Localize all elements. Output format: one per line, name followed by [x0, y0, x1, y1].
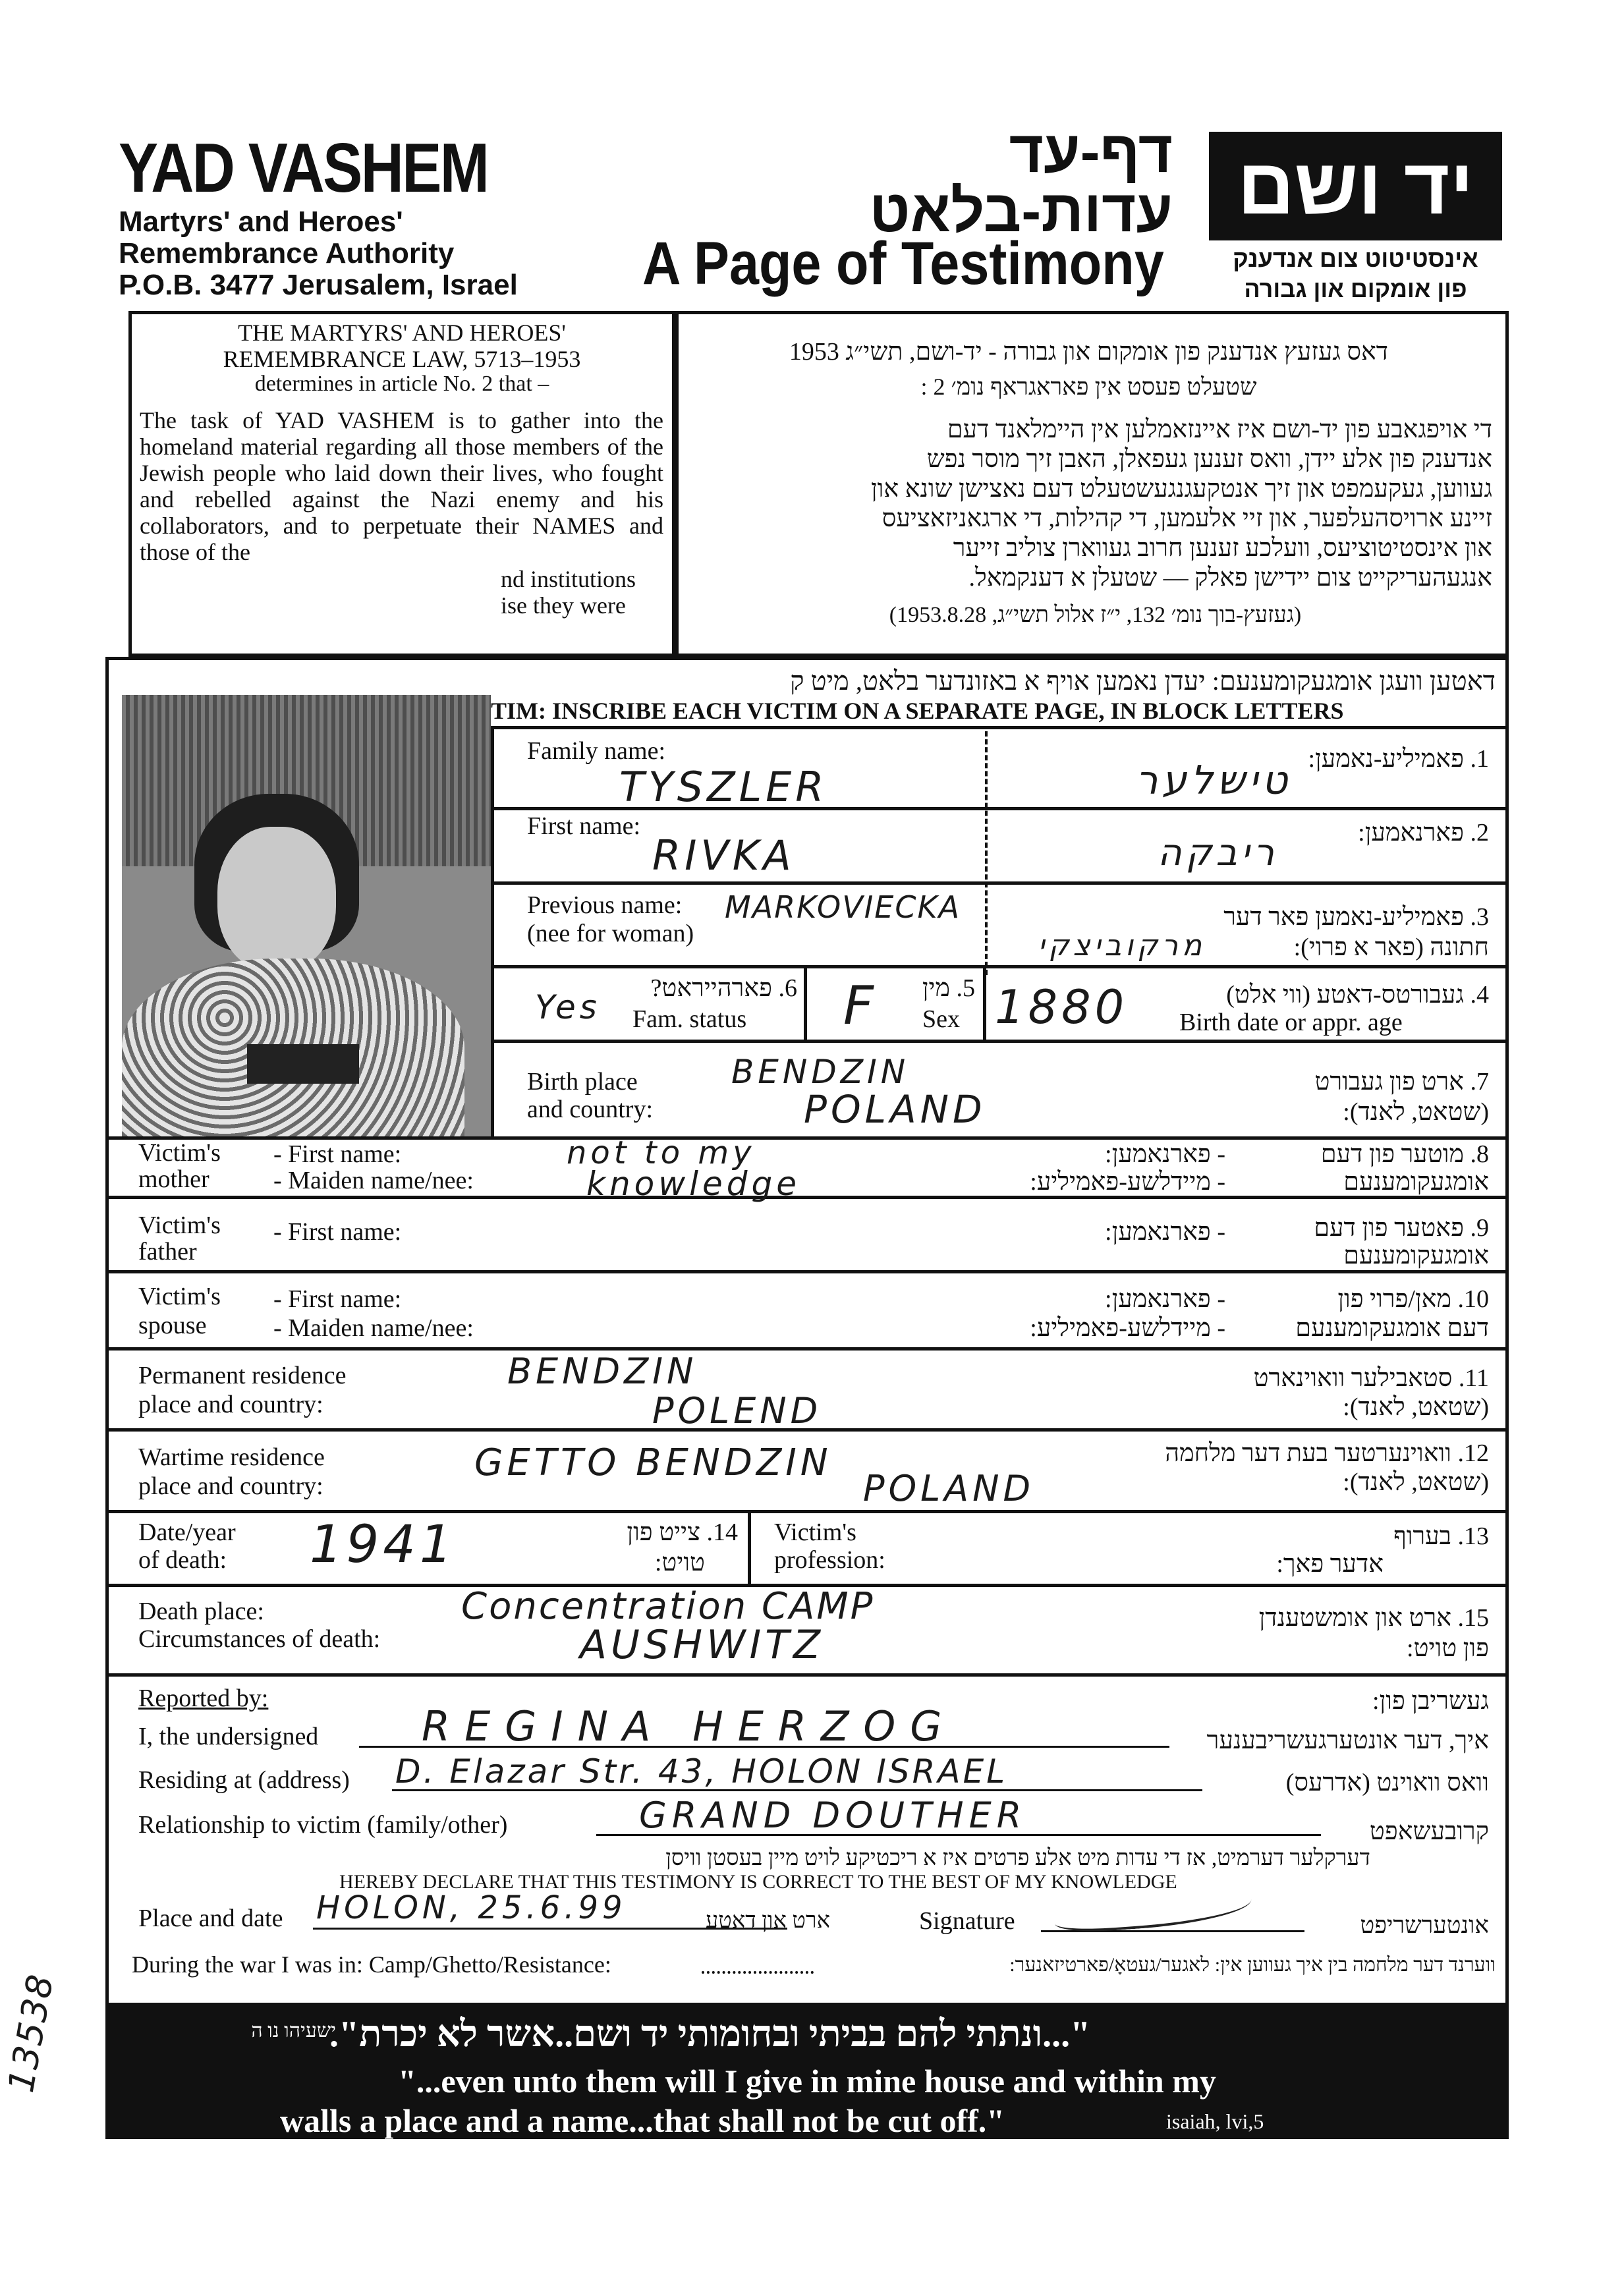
birth-place-value-2[interactable]: POLAND: [804, 1087, 986, 1132]
first-name-value[interactable]: RIVKA: [652, 831, 795, 879]
row-divider-10: [105, 1510, 1509, 1513]
death-place-label-1: Death place:: [138, 1598, 264, 1625]
logo-subtitle-2: פון אומקום און גבורה: [1244, 275, 1467, 302]
photo-figure-collar: [247, 1044, 359, 1084]
death-place-value-2[interactable]: AUSHWITZ: [580, 1622, 824, 1668]
instruction-divider: [491, 726, 1509, 729]
first-name-hebrew-label: 2. פארנאמען:: [1358, 819, 1489, 847]
profession-hebrew-label-1: 13. בערוף: [1393, 1522, 1489, 1550]
war-residence-hebrew-label-2: (שטאט, לאנד):: [1343, 1468, 1489, 1496]
previous-name-hebrew-label-1: 3. פאמיליע-נאמען פאר דער: [1223, 903, 1489, 931]
place-date-hebrew-label: ארט און דאטע: [706, 1908, 830, 1933]
first-name-hebrew-value[interactable]: ריבקה: [1158, 831, 1278, 874]
mother-hebrew-label-2: אומגעקומענעם: [1343, 1168, 1489, 1196]
place-date-value[interactable]: HOLON, 25.6.99: [316, 1889, 627, 1926]
death-place-hebrew-label-1: 15. ארט און אומשטענדן: [1258, 1604, 1489, 1632]
law-heading-3: determines in article No. 2 that –: [254, 372, 549, 396]
spouse-label-1: Victim's: [138, 1283, 221, 1310]
perm-residence-value-1[interactable]: BENDZIN: [507, 1351, 698, 1392]
father-label-2: father: [138, 1238, 197, 1266]
war-residence-value-2[interactable]: POLAND: [863, 1468, 1035, 1509]
law-tail-1: nd institutions: [501, 566, 636, 592]
row-divider-7: [105, 1270, 1509, 1273]
spouse-first-name-hebrew-label: - פארנאמען:: [1105, 1285, 1225, 1313]
birth-place-value-1[interactable]: BENDZIN: [731, 1053, 910, 1091]
hebrew-title-1: דף-עד: [1009, 119, 1173, 185]
declaration-english: HEREBY DECLARE THAT THIS TESTIMONY IS CORRECT TO THE BEST OF MY KNOWLEDGE: [339, 1871, 1177, 1893]
mother-value-2[interactable]: knowledge: [586, 1165, 801, 1203]
profession-label-1: Victim's: [774, 1518, 856, 1546]
declaration-hebrew: דערקלער דערמיט, אז די עדות מיט אלע פרטים איז א ריכטיקע לויט מיין בעסטן וויסן: [665, 1846, 1370, 1870]
org-line-2: Remembrance Authority: [119, 237, 455, 269]
fam-status-label: Fam. status: [632, 1005, 747, 1033]
mother-maiden-name-label: - Maiden name/nee:: [273, 1167, 474, 1194]
previous-name-sub-label: (nee for woman): [527, 920, 694, 947]
fam-status-value[interactable]: Yes: [535, 988, 601, 1026]
death-date-label-1: Date/year: [138, 1518, 236, 1546]
father-hebrew-label-2: אומגעקומענעם: [1343, 1242, 1489, 1269]
yiddish-law-1: דאס געזעץ אנדענק פון אומקום און גבורה - יד-ושם, תשי״ג 1953: [789, 338, 1389, 366]
death-place-hebrew-label-2: פון טויט:: [1407, 1634, 1489, 1662]
birth-place-hebrew-label-1: 7. ארט פון געבורט: [1314, 1068, 1489, 1096]
birth-date-hebrew-label: 4. געבורטס-דאטע (ווי אלט): [1226, 981, 1489, 1009]
spouse-hebrew-label-1: 10. מאן/פרוי פון: [1337, 1285, 1489, 1313]
signature-hebrew-label: אונטערשריפט: [1360, 1912, 1489, 1938]
birth-date-label: Birth date or appr. age: [1179, 1009, 1403, 1036]
col-divider-death-date: [748, 1510, 751, 1584]
spouse-first-name-label: - First name:: [273, 1285, 402, 1313]
row-divider-3: [491, 965, 1509, 968]
reported-by-label: Reported by:: [138, 1685, 269, 1712]
footer-quote-line-2: walls a place and a name...that shall not be cut off.": [280, 2102, 1005, 2139]
yiddish-law-3: די אויפגאבע פון יד-ושם איז איינזאמלען אין היימלאנד דעם: [947, 416, 1492, 443]
previous-name-value[interactable]: MARKOVIECKA: [725, 889, 961, 925]
yiddish-law-5: געווען, געקעמפט און זיך אנטקעגנגעשטעלט דעם נאצישן שונא און: [870, 475, 1492, 503]
mother-label-2: mother: [138, 1165, 210, 1193]
war-location-hebrew-label: ווערנד דער מלחמה בין איך געווען אין: לאגער/געטאָ/פארטיזאנער:: [1009, 1954, 1496, 1976]
sex-label: Sex: [922, 1005, 960, 1033]
signature-label: Signature: [919, 1907, 1015, 1935]
yiddish-law-9: (געזעץ-בוך נומ׳ 132, י״ז אלול תשי״ג, 1953.8.28): [889, 603, 1302, 627]
birth-place-sub-label: and country:: [527, 1096, 654, 1123]
profession-label-2: profession:: [774, 1546, 885, 1574]
war-location-dotted-line: [702, 1971, 814, 1974]
war-residence-hebrew-label-1: 12. וואוינערטער בעת דער מלחמה: [1165, 1439, 1489, 1467]
margin-note: 13538: [0, 1970, 62, 2096]
spouse-maiden-name-label: - Maiden name/nee:: [273, 1314, 474, 1342]
perm-residence-label-1: Permanent residence: [138, 1362, 347, 1389]
spouse-maiden-name-hebrew-label: - מיידלשע-פאמיליע:: [1030, 1314, 1225, 1342]
previous-name-hebrew-value[interactable]: מרקוביצקי: [1038, 929, 1206, 962]
law-tail-2: ise they were: [501, 592, 626, 619]
relationship-value[interactable]: GRAND DOUTHER: [639, 1795, 1027, 1836]
family-name-value[interactable]: TYSZLER: [619, 763, 828, 811]
family-name-label: Family name:: [527, 737, 666, 765]
perm-residence-hebrew-label-2: (שטאט, לאנד):: [1343, 1393, 1489, 1421]
footer-hebrew-quote: "...ונתתי להם בביתי ובחומותי יד ושם..אשר לא יכרת".: [329, 2014, 1091, 2055]
relationship-label: Relationship to victim (family/other): [138, 1811, 508, 1839]
death-date-label-2: of death:: [138, 1546, 227, 1574]
war-residence-label-1: Wartime residence: [138, 1443, 325, 1471]
row-divider-2: [491, 881, 1509, 885]
field-left-border: [491, 726, 494, 1138]
birth-place-label: Birth place: [527, 1068, 638, 1096]
first-name-label: First name:: [527, 812, 641, 840]
col-divider-sex: [983, 965, 986, 1041]
fam-status-hebrew-label: 6. פארהייראט?: [650, 974, 797, 1002]
mother-first-name-label: - First name:: [273, 1140, 402, 1168]
hebrew-title-2: עדות-בלאט: [869, 179, 1173, 244]
org-line-3: P.O.B. 3477 Jerusalem, Israel: [119, 269, 518, 301]
yiddish-law-4: אנדענק פון אלע יידן, וואס זענען געפאלן, האבן זיך מוסר נפש: [926, 445, 1492, 473]
col-divider-status: [804, 965, 807, 1041]
sex-value[interactable]: F: [843, 975, 878, 1036]
law-body: The task of YAD VASHEM is to gather into the homeland material regarding all those members of the Jewish people who laid down their lives, who fought and rebelled against the Nazi enemy and his collaborators, and to perpetuate their NAMES and those of the: [140, 407, 663, 565]
page-title: A Page of Testimony: [642, 230, 1164, 297]
footer-quote-ref: isaiah, lvi,5: [1166, 2109, 1264, 2133]
father-first-name-hebrew-label: - פארנאמען:: [1105, 1218, 1225, 1246]
row-divider-4: [491, 1040, 1509, 1043]
law-heading-2: REMEMBRANCE LAW, 5713–1953: [223, 346, 581, 372]
war-residence-value-1[interactable]: GETTO BENDZIN: [474, 1441, 832, 1484]
row-divider-8: [105, 1347, 1509, 1351]
org-name: YAD VASHEM: [119, 129, 488, 207]
mother-label-1: Victim's: [138, 1139, 221, 1167]
mother-first-name-hebrew-label: - פארנאמען:: [1105, 1140, 1225, 1168]
law-heading-1: THE MARTYRS' AND HEROES': [238, 320, 566, 346]
war-residence-label-2: place and country:: [138, 1472, 323, 1500]
reporter-name-value[interactable]: REGINA HERZOG: [422, 1702, 957, 1750]
mother-value-1[interactable]: not to my: [567, 1134, 756, 1171]
previous-name-label: Previous name:: [527, 891, 683, 919]
instruction-english: TIM: INSCRIBE EACH VICTIM ON A SEPARATE PAGE, IN BLOCK LETTERS: [491, 698, 1344, 724]
death-place-value-1[interactable]: Concentration CAMP: [461, 1585, 875, 1628]
death-place-label-2: Circumstances of death:: [138, 1625, 381, 1653]
family-name-hebrew-value[interactable]: טישלער: [1135, 758, 1291, 804]
undersigned-label: I, the undersigned: [138, 1723, 319, 1750]
family-name-hebrew-label: 1. פאמיליע-נאמען:: [1308, 745, 1489, 773]
yiddish-law-6: זיינע ארויסהעלפער, און זיי אלעמען, די קהילות, די ארגאניזאציעס: [882, 505, 1492, 532]
perm-residence-value-2[interactable]: POLEND: [652, 1390, 822, 1432]
undersigned-hebrew-label: איך, דער אונטערגעשריבענער: [1206, 1727, 1489, 1754]
mother-maiden-name-hebrew-label: - מיידלשע-פאמיליע:: [1030, 1168, 1225, 1196]
yiddish-law-2: שטעלט פעסט אין פאראגראף נומ׳ 2 :: [920, 374, 1257, 400]
perm-residence-label-2: place and country:: [138, 1391, 323, 1418]
father-label-1: Victim's: [138, 1212, 221, 1239]
field-divider-name: [985, 731, 988, 975]
residing-label: Residing at (address): [138, 1766, 350, 1794]
profession-hebrew-label-2: אדער פאך:: [1276, 1550, 1384, 1578]
war-location-label: During the war I was in: Camp/Ghetto/Resistance:: [132, 1951, 611, 1978]
org-line-1: Martyrs' and Heroes': [119, 206, 403, 238]
perm-residence-hebrew-label-1: 11. סטאבילער וואוינארט: [1253, 1364, 1489, 1392]
place-date-label: Place and date: [138, 1905, 283, 1932]
footer-hebrew-ref: ישעיהו נו ה: [251, 2020, 336, 2042]
death-date-hebrew-label-2: טויט:: [654, 1549, 705, 1576]
sex-hebrew-label: 5. מין: [922, 974, 975, 1002]
relationship-hebrew-label: קרובעשאפט: [1369, 1818, 1489, 1845]
spouse-hebrew-label-2: דעם אומגעקומענעם: [1295, 1314, 1489, 1342]
death-date-hebrew-label-1: 14. צייט פון: [627, 1518, 738, 1546]
previous-name-hebrew-label-2: חתונה (פאר א פרוי):: [1293, 933, 1489, 961]
father-hebrew-label-1: 9. פאטער פון דעם: [1314, 1214, 1489, 1242]
spouse-label-2: spouse: [138, 1312, 207, 1339]
father-first-name-label: - First name:: [273, 1218, 402, 1246]
birth-place-hebrew-label-2: (שטאט, לאנד):: [1343, 1098, 1489, 1126]
death-date-value[interactable]: 1941: [310, 1515, 457, 1574]
photo-figure-face: [217, 827, 336, 972]
footer-quote-line-1: "...even unto them will I give in mine house and within my: [398, 2063, 1216, 2100]
row-divider-12: [105, 1673, 1509, 1677]
instruction-hebrew: דאטען וועגן אומגעקומענעם: יעדן נאמען אויף א באזונדער בלאט, מיט ק: [790, 666, 1496, 696]
yad-vashem-logo: יד ושם: [1209, 132, 1502, 240]
reported-by-hebrew-label: געשריבן פון:: [1372, 1687, 1489, 1715]
birth-date-value[interactable]: 1880: [995, 980, 1129, 1034]
mother-hebrew-label-1: 8. מוטער פון דעם: [1320, 1140, 1489, 1168]
logo-subtitle-1: אינסטיטוט צום אנדענק: [1233, 245, 1478, 272]
yiddish-law-8: אנגעהעריקייט צום יידישן פאלק — שטעלן א דענקמאל.: [968, 564, 1492, 592]
residing-hebrew-label: וואס וואוינט (אדרעס): [1285, 1769, 1489, 1797]
address-value[interactable]: D. Elazar Str. 43, HOLON ISRAEL: [395, 1752, 1008, 1791]
yiddish-law-7: און אינסטיטוציעס, וועלכע זענען חרוב געווארן צוליב זייער: [953, 534, 1492, 562]
victim-photo: [122, 695, 491, 1136]
